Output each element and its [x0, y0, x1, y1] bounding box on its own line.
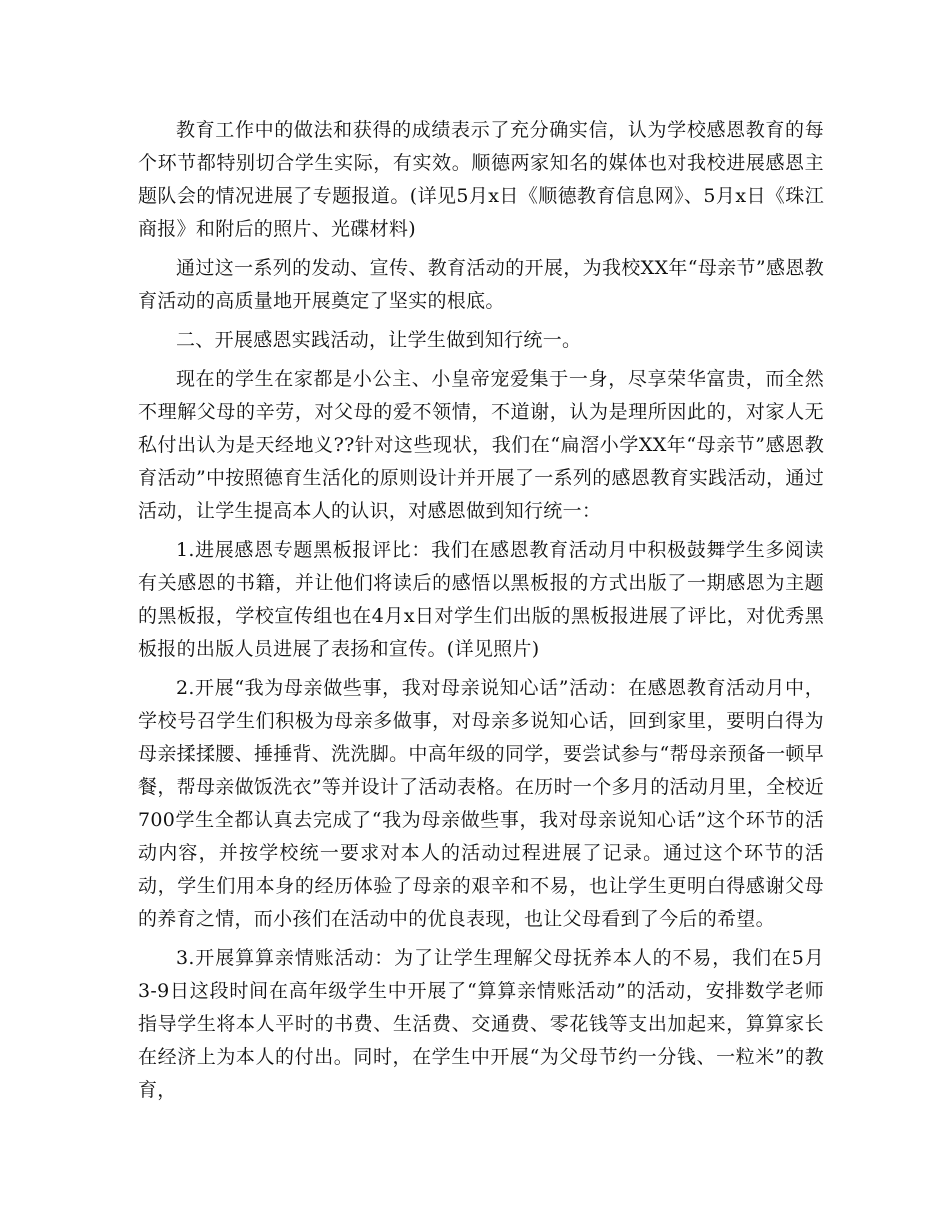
paragraph-1: 教育工作中的做法和获得的成绩表示了充分确实信，认为学校感恩教育的每个环节都特别切合学生实际，有实效。顺德两家知名的媒体也对我校进展感恩主题队会的情况进展了专题报道。(详见5月x日《顺德教育信息网》、5月x日《珠江商报》和附后的照片、光碟材料) [138, 119, 824, 240]
paragraph-4: 现在的学生在家都是小公主、小皇帝宠爱集于一身，尽享荣华富贵，而全然不理解父母的辛劳，对父母的爱不领情，不道谢，认为是理所因此的，对家人无私付出认为是天经地义??针对这些现状，我们在“扁滘小学XX年“母亲节”感恩教育活动”中按照德育生活化的原则设计并开展了一系列的感恩教育实践活动，通过活动，让学生提高本人的认识，对感恩做到知行统一： [138, 368, 824, 522]
paragraph-item-2: 2.开展“我为母亲做些事，我对母亲说知心话”活动：在感恩教育活动月中，学校号召学生们积极为母亲多做事，对母亲多说知心话，回到家里，要明白得为母亲揉揉腰、捶捶背、洗洗脚。中高年级的同学，要尝试参与“帮母亲预备一顿早餐，帮母亲做饭洗衣”等并设计了活动表格。在历时一个多月的活动月里，全校近700学生全都认真去完成了“我为母亲做些事，我对母亲说知心话”这个环节的活动内容，并按学校统一要求对本人的活动过程进展了记录。通过这个环节的活动，学生们用本身的经历体验了母亲的艰辛和不易，也让学生更明白得感谢父母的养育之情，而小孩们在活动中的优良表现，也让父母看到了今后的希望。 [138, 677, 824, 930]
section-heading-2: 二、开展感恩实践活动，让学生做到知行统一。 [176, 329, 582, 351]
paragraph-item-1: 1.进展感恩专题黑板报评比：我们在感恩教育活动月中积极鼓舞学生多阅读有关感恩的书籍，并让他们将读后的感悟以黑板报的方式出版了一期感恩为主题的黑板报，学校宣传组也在4月x日对学生们出版的黑板报进展了评比，对优秀黑板报的出版人员进展了表扬和宣传。(详见照片) [138, 539, 824, 660]
paragraph-item-3: 3.开展算算亲情账活动：为了让学生理解父母抚养本人的不易，我们在5月3-9日这段时间在高年级学生中开展了“算算亲情账活动”的活动，安排数学老师指导学生将本人平时的书费、生活费、交通费、零花钱等支出加起来，算算家长在经济上为本人的付出。同时，在学生中开展“为父母节约一分钱、一粒米”的教育， [138, 947, 824, 1101]
paragraph-2: 通过这一系列的发动、宣传、教育活动的开展，为我校XX年“母亲节”感恩教育活动的高质量地开展奠定了坚实的根底。 [138, 257, 824, 312]
document-body [138, 114, 824, 1113]
